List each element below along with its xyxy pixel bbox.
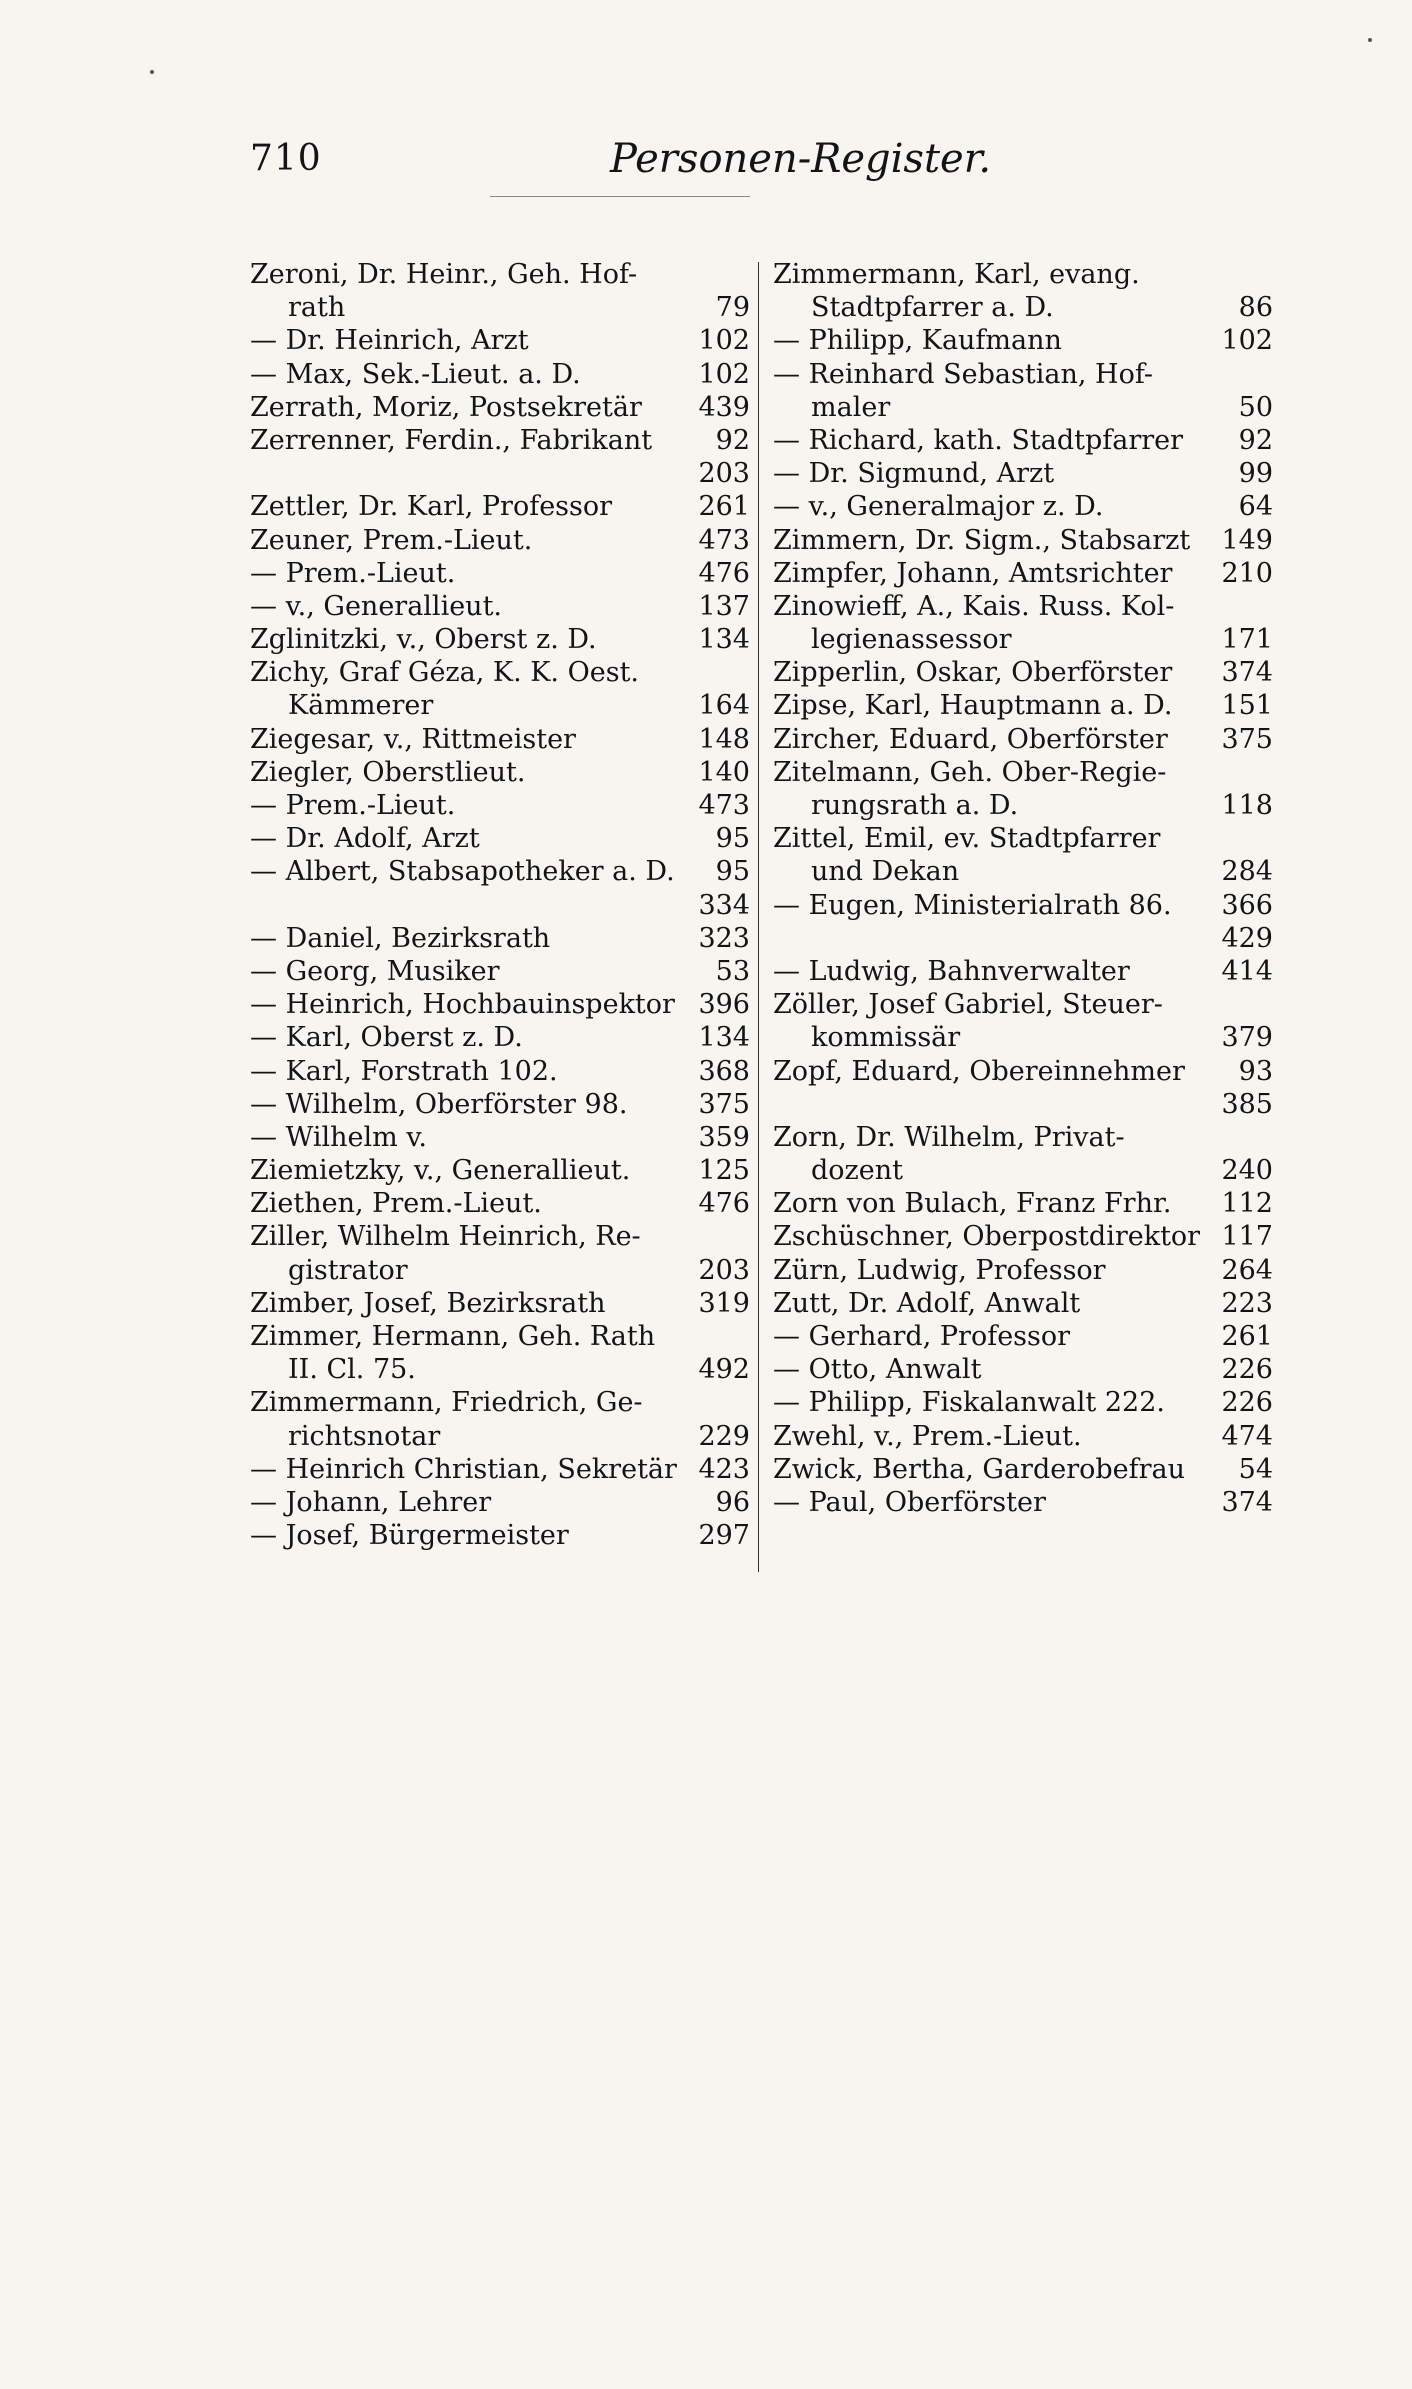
index-entry: [250, 457, 750, 490]
index-entry: [773, 1453, 1273, 1486]
entry-page-number: 396: [698, 989, 750, 1021]
index-entry: [250, 1320, 750, 1353]
entry-page-number: 117: [1221, 1221, 1273, 1253]
entry-page-number: 264: [1221, 1254, 1273, 1286]
index-entry: [773, 557, 1273, 590]
entry-page-number: 374: [1221, 1486, 1273, 1518]
index-entry: [250, 756, 750, 789]
entry-page-number: [1203, 988, 1273, 1021]
entry-name: Zwick, Bertha, Garderobefrau: [773, 1453, 1186, 1485]
entry-name: rath: [288, 292, 346, 324]
entry-page-number: 226: [1221, 1354, 1273, 1386]
entry-name: — Josef, Bürgermeister: [250, 1520, 569, 1552]
entry-name: Zimber, Josef, Bezirksrath: [250, 1287, 606, 1319]
index-entry: [250, 258, 750, 291]
entry-name: Zipperlin, Oskar, Oberförster: [773, 657, 1173, 689]
index-entry: [773, 1486, 1273, 1519]
entry-page-number: 102: [1221, 325, 1273, 357]
entry-page-number: 125: [698, 1155, 750, 1187]
entry-name: — Max, Sek.-Lieut. a. D.: [250, 358, 581, 390]
entry-name: Zschüschner, Oberpostdirektor: [773, 1221, 1201, 1253]
entry-page-number: 92: [1238, 424, 1273, 456]
entry-name: Zimpfer, Johann, Amtsrichter: [773, 557, 1173, 589]
entry-name: — Paul, Oberförster: [773, 1486, 1046, 1518]
index-entry: [250, 955, 750, 988]
entry-page-number: 164: [698, 690, 750, 722]
entry-name: — Wilhelm, Oberförster 98.: [250, 1088, 628, 1120]
index-entry: [773, 723, 1273, 756]
index-entry: [250, 1187, 750, 1220]
entry-name: Zutt, Dr. Adolf, Anwalt: [773, 1287, 1081, 1319]
entry-page-number: [1203, 258, 1273, 291]
entry-page-number: 359: [698, 1121, 750, 1153]
entry-name: — Georg, Musiker: [250, 955, 500, 987]
entry-name: — Philipp, Kaufmann: [773, 325, 1062, 357]
entry-name: — Prem.-Lieut.: [250, 557, 456, 589]
entry-page-number: 118: [1221, 790, 1273, 821]
entry-name: Zorn, Dr. Wilhelm, Privat-: [773, 1121, 1125, 1153]
index-entry: [773, 1121, 1273, 1154]
left-column: [250, 258, 750, 1552]
entry-page-number: 203: [698, 1254, 750, 1286]
entry-page-number: 423: [698, 1453, 750, 1485]
entry-page-number: 375: [698, 1088, 750, 1120]
entry-page-number: 210: [1221, 557, 1273, 589]
entry-page-number: 134: [698, 624, 750, 656]
index-entry: [250, 358, 750, 391]
entry-page-number: 79: [715, 292, 750, 324]
index-entry: [250, 988, 750, 1021]
entry-page-number: 149: [1221, 524, 1273, 556]
index-entry: [773, 822, 1273, 855]
entry-name: [773, 1088, 1203, 1121]
entry-page-number: 229: [698, 1420, 750, 1452]
index-entry: [773, 1386, 1273, 1419]
index-entry: [773, 590, 1273, 623]
entry-page-number: 171: [1221, 624, 1273, 656]
entry-page-number: 284: [1221, 856, 1273, 888]
index-entry: [773, 424, 1273, 457]
index-entry: [250, 1519, 750, 1552]
entry-page-number: 319: [698, 1287, 750, 1319]
entry-name: Zittel, Emil, ev. Stadtpfarrer: [773, 823, 1161, 855]
entry-page-number: 439: [698, 391, 750, 423]
entry-name: — Eugen, Ministerialrath 86.: [773, 889, 1172, 921]
entry-name: — Ludwig, Bahnverwalter: [773, 955, 1130, 987]
index-entry: [250, 1021, 750, 1054]
entry-page-number: 374: [1221, 657, 1273, 689]
entry-page-number: 473: [698, 524, 750, 556]
entry-page-number: 368: [698, 1055, 750, 1087]
entry-name: — Otto, Anwalt: [773, 1354, 982, 1386]
entry-name: Ziegler, Oberstlieut.: [250, 756, 526, 788]
index-entry: [773, 656, 1273, 689]
index-entry: [250, 1088, 750, 1121]
index-entry: [250, 855, 750, 888]
entry-name: — Johann, Lehrer: [250, 1486, 492, 1518]
index-entry: [773, 457, 1273, 490]
entry-name: Zöller, Josef Gabriel, Steuer-: [773, 989, 1163, 1021]
index-entry: [250, 391, 750, 424]
entry-page-number: [1203, 590, 1273, 623]
entry-name: richtsnotar: [288, 1420, 441, 1452]
page-header: [250, 138, 1250, 198]
entry-name: Zimmermann, Friedrich, Ge-: [250, 1387, 643, 1419]
entry-name: Ziemietzky, v., Generallieut.: [250, 1155, 631, 1187]
index-entry: [250, 524, 750, 557]
entry-page-number: 429: [1221, 922, 1273, 954]
entry-name: Zimmern, Dr. Sigm., Stabsarzt: [773, 524, 1191, 556]
entry-name: Zinowieff, A., Kais. Russ. Kol-: [773, 590, 1175, 622]
index-entry: [250, 557, 750, 590]
entry-page-number: 137: [698, 590, 750, 622]
entry-page-number: [680, 258, 750, 291]
index-entry: [250, 689, 750, 722]
entry-page-number: 95: [715, 823, 750, 855]
index-entry: [250, 656, 750, 689]
entry-page-number: [1203, 822, 1273, 855]
entry-name: Zglinitzki, v., Oberst z. D.: [250, 624, 597, 656]
entry-page-number: 64: [1238, 491, 1273, 523]
index-entry: [773, 623, 1273, 656]
index-entry: [250, 1121, 750, 1154]
entry-page-number: 385: [1221, 1088, 1273, 1120]
index-entry: [773, 258, 1273, 291]
entry-name: — Heinrich, Hochbauinspektor: [250, 989, 675, 1021]
entry-name: — Philipp, Fiskalanwalt 222.: [773, 1387, 1165, 1419]
header-rule: [490, 196, 750, 197]
index-entry: [773, 1353, 1273, 1386]
index-entry: [773, 291, 1273, 324]
entry-page-number: [680, 1386, 750, 1419]
index-entry: [773, 1420, 1273, 1453]
index-entry: [773, 689, 1273, 722]
entry-page-number: 96: [715, 1486, 750, 1518]
entry-name: Zeuner, Prem.-Lieut.: [250, 524, 533, 556]
entry-name: Zerrenner, Ferdin., Fabrikant: [250, 424, 653, 456]
entry-name: — Karl, Oberst z. D.: [250, 1022, 523, 1054]
index-entry: [773, 889, 1273, 922]
entry-name: — Prem.-Lieut.: [250, 790, 456, 821]
index-entry: [250, 291, 750, 324]
index-entry: [773, 855, 1273, 888]
entry-name: — Dr. Sigmund, Arzt: [773, 458, 1055, 490]
index-entry: [250, 1386, 750, 1419]
entry-page-number: 379: [1221, 1022, 1273, 1054]
entry-name: — v., Generalmajor z. D.: [773, 491, 1104, 523]
entry-name: Stadtpfarrer a. D.: [811, 292, 1054, 324]
entry-page-number: 297: [698, 1520, 750, 1552]
index-entry: [773, 756, 1273, 789]
index-entry: [250, 1353, 750, 1386]
index-entry: [250, 623, 750, 656]
entry-page-number: 112: [1221, 1188, 1273, 1220]
index-entry: [250, 1055, 750, 1088]
entry-page-number: 148: [698, 723, 750, 755]
index-entry: [250, 723, 750, 756]
entry-page-number: 99: [1238, 458, 1273, 490]
index-entry: [250, 922, 750, 955]
entry-page-number: 50: [1238, 391, 1273, 423]
entry-name: Zürn, Ludwig, Professor: [773, 1254, 1106, 1286]
entry-page-number: 151: [1221, 690, 1273, 722]
entry-name: Ziethen, Prem.-Lieut.: [250, 1188, 542, 1220]
entry-page-number: [1203, 358, 1273, 391]
index-entry: [773, 1055, 1273, 1088]
index-entry: [773, 1021, 1273, 1054]
entry-page-number: 102: [698, 325, 750, 357]
entry-page-number: 203: [698, 458, 750, 490]
entry-page-number: 476: [698, 557, 750, 589]
entry-name: — v., Generallieut.: [250, 590, 503, 622]
entry-name: — Gerhard, Professor: [773, 1321, 1071, 1352]
index-entry: [250, 789, 750, 822]
entry-page-number: 366: [1221, 889, 1273, 921]
index-entry: [250, 490, 750, 523]
entry-name: Kämmerer: [288, 690, 434, 722]
entry-name: Zipse, Karl, Hauptmann a. D.: [773, 690, 1173, 722]
entry-name: Zerrath, Moriz, Postsekretär: [250, 391, 642, 423]
index-entry: [250, 1453, 750, 1486]
entry-name: Zorn von Bulach, Franz Frhr.: [773, 1188, 1172, 1220]
entry-name: — Karl, Forstrath 102.: [250, 1055, 558, 1087]
index-entry: [773, 922, 1273, 955]
entry-page-number: 261: [698, 491, 750, 523]
entry-page-number: [680, 1320, 750, 1353]
entry-name: Zwehl, v., Prem.-Lieut.: [773, 1420, 1082, 1452]
index-entry: [250, 822, 750, 855]
entry-page-number: 414: [1221, 955, 1273, 987]
entry-page-number: [680, 1220, 750, 1253]
index-entry: [250, 1220, 750, 1253]
entry-name: [250, 889, 680, 922]
entry-page-number: 226: [1221, 1387, 1273, 1419]
index-entry: [250, 1287, 750, 1320]
index-entry: [250, 324, 750, 357]
page-title: Personen-Register.: [610, 136, 992, 182]
index-entry: [250, 889, 750, 922]
entry-page-number: [680, 656, 750, 689]
page-number: 710: [250, 138, 322, 179]
index-entry: [773, 358, 1273, 391]
entry-page-number: 86: [1238, 292, 1273, 324]
entry-name: Ziegesar, v., Rittmeister: [250, 723, 576, 755]
entry-name: Zitelmann, Geh. Ober-Regie-: [773, 756, 1167, 788]
entry-page-number: 54: [1238, 1453, 1273, 1485]
scan-speck: [150, 70, 154, 74]
index-entry: [773, 490, 1273, 523]
entry-name: legienassessor: [811, 624, 1012, 656]
index-entry: [773, 524, 1273, 557]
index-entry: [250, 424, 750, 457]
entry-name: [250, 457, 680, 490]
index-entry: [773, 324, 1273, 357]
entry-page-number: 240: [1221, 1155, 1273, 1187]
entry-name: und Dekan: [811, 856, 960, 888]
column-divider: [758, 262, 759, 1572]
right-column: [773, 258, 1273, 1519]
entry-name: — Dr. Adolf, Arzt: [250, 823, 480, 855]
entry-page-number: [1203, 1121, 1273, 1154]
entry-name: — Richard, kath. Stadtpfarrer: [773, 424, 1184, 456]
entry-page-number: 375: [1221, 723, 1273, 755]
index-entry: [773, 789, 1273, 822]
entry-name: gistrator: [288, 1254, 408, 1286]
index-entry: [773, 1154, 1273, 1187]
entry-name: kommissär: [811, 1022, 961, 1054]
entry-name: Zimmer, Hermann, Geh. Rath: [250, 1321, 656, 1352]
index-entry: [773, 391, 1273, 424]
entry-page-number: 95: [715, 856, 750, 888]
entry-name: II. Cl. 75.: [288, 1354, 416, 1386]
entry-name: Ziller, Wilhelm Heinrich, Re-: [250, 1221, 641, 1253]
entry-page-number: 134: [698, 1022, 750, 1054]
entry-page-number: 93: [1238, 1055, 1273, 1087]
entry-page-number: 53: [715, 955, 750, 987]
entry-page-number: 476: [698, 1188, 750, 1220]
index-entry: [250, 1254, 750, 1287]
index-entry: [773, 1287, 1273, 1320]
entry-name: dozent: [811, 1155, 903, 1187]
entry-name: — Dr. Heinrich, Arzt: [250, 325, 529, 357]
index-entry: [773, 1187, 1273, 1220]
scan-speck: [1368, 38, 1372, 42]
index-entry: [773, 1320, 1273, 1353]
entry-page-number: 492: [698, 1354, 750, 1386]
index-entry: [773, 1088, 1273, 1121]
entry-page-number: 474: [1221, 1420, 1273, 1452]
entry-page-number: 334: [698, 889, 750, 921]
entry-page-number: 323: [698, 922, 750, 954]
entry-page-number: 473: [698, 790, 750, 821]
entry-name: [773, 922, 1203, 955]
entry-name: — Reinhard Sebastian, Hof-: [773, 358, 1153, 390]
index-entry: [773, 1254, 1273, 1287]
entry-name: Zichy, Graf Géza, K. K. Oest.: [250, 657, 639, 689]
index-entry: [773, 988, 1273, 1021]
entry-page-number: 140: [698, 756, 750, 788]
index-entry: [250, 590, 750, 623]
entry-name: Zopf, Eduard, Obereinnehmer: [773, 1055, 1185, 1087]
entry-page-number: 223: [1221, 1287, 1273, 1319]
index-entry: [250, 1154, 750, 1187]
entry-name: — Wilhelm v.: [250, 1121, 427, 1153]
entry-page-number: 102: [698, 358, 750, 390]
index-entry: [250, 1486, 750, 1519]
entry-name: — Daniel, Bezirksrath: [250, 922, 551, 954]
entry-page-number: [1203, 756, 1273, 789]
entry-name: rungsrath a. D.: [811, 790, 1019, 821]
entry-page-number: 261: [1221, 1321, 1273, 1352]
entry-name: Zircher, Eduard, Oberförster: [773, 723, 1168, 755]
index-entry: [250, 1420, 750, 1453]
entry-name: Zettler, Dr. Karl, Professor: [250, 491, 613, 523]
entry-name: — Heinrich Christian, Sekretär: [250, 1453, 677, 1485]
entry-page-number: 92: [715, 424, 750, 456]
entry-name: Zeroni, Dr. Heinr., Geh. Hof-: [250, 259, 638, 290]
index-entry: [773, 955, 1273, 988]
entry-name: Zimmermann, Karl, evang.: [773, 259, 1140, 290]
entry-name: — Albert, Stabsapotheker a. D.: [250, 856, 675, 888]
entry-name: maler: [811, 391, 891, 423]
index-entry: [773, 1220, 1273, 1253]
